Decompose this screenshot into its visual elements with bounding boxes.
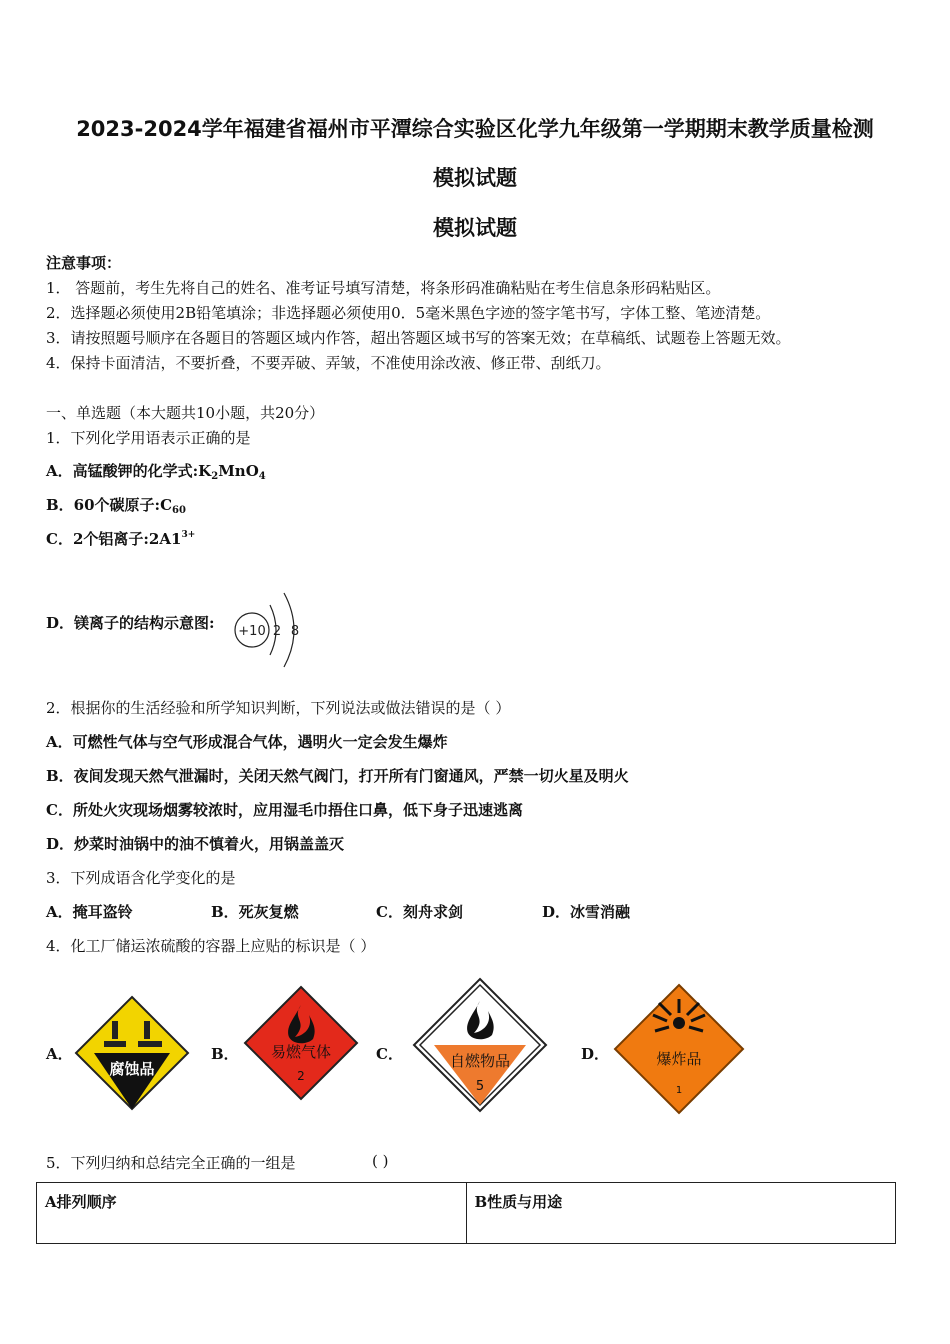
notice-item: 1． 答题前，考生先将自己的姓名、准考证号填写清楚，将条形码准确粘贴在考生信息条形码粘贴区。 bbox=[46, 279, 721, 297]
notice-item: 3．请按照题号顺序在各题目的答题区域内作答，超出答题区域书写的答案无效；在草稿纸、试题卷上答题无效。 bbox=[46, 329, 791, 347]
section-heading: 一、单选题（本大题共10小题，共20分） bbox=[46, 404, 325, 422]
q2-option-b[interactable]: B．夜间发现天然气泄漏时，关闭天然气阀门，打开所有门窗通风，严禁一切火星及明火 bbox=[46, 767, 629, 785]
notice-heading: 注意事项： bbox=[46, 254, 122, 272]
q3-option-a[interactable]: A．掩耳盗铃 bbox=[46, 903, 133, 921]
q1-stem: 1．下列化学用语表示正确的是 bbox=[46, 429, 251, 447]
q1-option-b[interactable]: B．60个碳原子$:C_{60}$ bbox=[46, 496, 186, 516]
svg-text:腐蚀品: 腐蚀品 bbox=[109, 1060, 155, 1078]
exam-subtitle-repeat: 模拟试题 bbox=[433, 216, 517, 240]
q2-option-c[interactable]: C．所处火灾现场烟雾较浓时，应用湿毛巾捂住口鼻，低下身子迅速逃离 bbox=[46, 801, 523, 819]
notice-item: 2．选择题必须使用2B铅笔填涂；非选择题必须使用0．5毫米黑色字迹的签字笔书写，字体工整、笔迹清楚。 bbox=[46, 304, 771, 322]
q1-option-c[interactable]: C．2个铝离子$:2A1^{3+}$ bbox=[46, 530, 196, 548]
q5-answer-paren: ( ) bbox=[372, 1152, 389, 1170]
svg-text:爆炸品: 爆炸品 bbox=[656, 1050, 702, 1068]
exam-subtitle: 模拟试题 bbox=[433, 166, 517, 190]
flammable-gas-sign-icon[interactable] bbox=[243, 985, 359, 1101]
svg-text:8: 8 bbox=[290, 624, 300, 639]
q3-option-b[interactable]: B．死灰复燃 bbox=[211, 903, 299, 921]
q5-table-cell-b: B性质与用途 bbox=[466, 1183, 896, 1244]
svg-text:1: 1 bbox=[675, 1085, 683, 1096]
q1-option-d[interactable]: D．镁离子的结构示意图: bbox=[46, 614, 215, 632]
q4-label-c[interactable]: C． bbox=[376, 1045, 403, 1063]
svg-text:2: 2 bbox=[297, 1069, 305, 1083]
svg-text:5: 5 bbox=[475, 1079, 485, 1094]
q5-stem: 5．下列归纳和总结完全正确的一组是 bbox=[46, 1154, 296, 1172]
q4-label-b[interactable]: B． bbox=[211, 1045, 239, 1063]
q4-label-d[interactable]: D． bbox=[581, 1045, 610, 1063]
explosive-sign-icon[interactable] bbox=[613, 983, 745, 1115]
q3-option-d[interactable]: D．冰雪消融 bbox=[542, 903, 631, 921]
q2-stem: 2．根据你的生活经验和所学知识判断，下列说法或做法错误的是（ ） bbox=[46, 699, 511, 717]
q3-stem: 3．下列成语含化学变化的是 bbox=[46, 869, 236, 887]
svg-text:+10: +10 bbox=[238, 624, 266, 639]
svg-text:自燃物品: 自燃物品 bbox=[449, 1052, 511, 1070]
corrosive-sign-icon[interactable] bbox=[74, 995, 190, 1111]
svg-text:易燃气体: 易燃气体 bbox=[270, 1043, 332, 1061]
q4-stem: 4．化工厂储运浓硫酸的容器上应贴的标识是（ ） bbox=[46, 937, 376, 955]
q2-option-d[interactable]: D．炒菜时油锅中的油不慎着火，用锅盖盖灭 bbox=[46, 835, 345, 853]
exam-title: 2023-2024学年福建省福州市平潭综合实验区化学九年级第一学期期末教学质量检测 bbox=[76, 117, 874, 141]
svg-text:2: 2 bbox=[272, 624, 282, 639]
spontaneous-combustion-sign-icon[interactable] bbox=[412, 977, 548, 1113]
q2-option-a[interactable]: A．可燃性气体与空气形成混合气体，遇明火一定会发生爆炸 bbox=[46, 733, 448, 751]
mg-ion-structure-diagram bbox=[232, 587, 312, 671]
q3-option-c[interactable]: C．刻舟求剑 bbox=[376, 903, 463, 921]
q5-table bbox=[36, 1182, 896, 1244]
q5-table-cell-a: A排列顺序 bbox=[37, 1183, 467, 1244]
q4-label-a[interactable]: A． bbox=[46, 1045, 73, 1063]
notice-item: 4．保持卡面清洁，不要折叠，不要弄破、弄皱，不准使用涂改液、修正带、刮纸刀。 bbox=[46, 354, 611, 372]
q1-option-a[interactable]: A．高锰酸钾的化学式$:K_2MnO_4$ bbox=[46, 462, 266, 482]
